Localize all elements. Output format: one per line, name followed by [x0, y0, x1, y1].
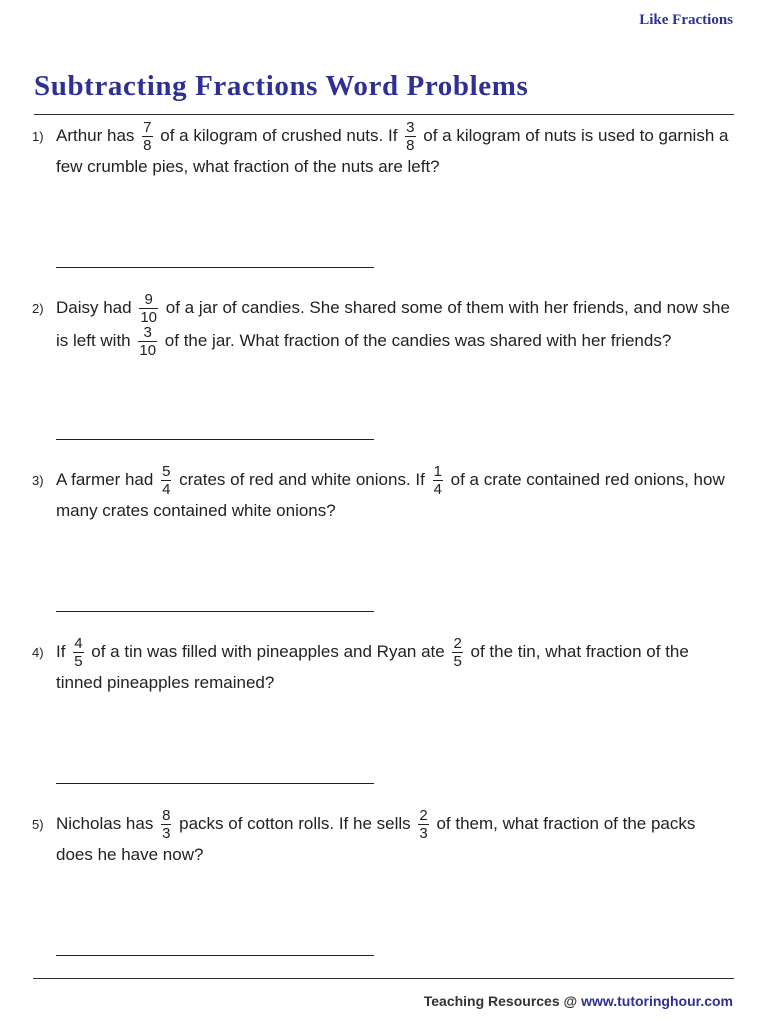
- answer-line[interactable]: [56, 955, 374, 956]
- denominator: 8: [143, 137, 152, 154]
- fraction: [433, 464, 443, 497]
- fraction: [142, 120, 152, 153]
- text-segment: crates of red and white onions. If: [179, 469, 425, 489]
- denominator: 3: [162, 825, 171, 842]
- denominator: 4: [162, 481, 171, 498]
- numerator: 9: [139, 292, 158, 309]
- text-segment: of a kilogram of nuts is used to garnish a few crumble pies, what fraction of the nuts are left?: [56, 125, 729, 176]
- numerator: 2: [419, 807, 428, 824]
- problem-text: [56, 120, 736, 181]
- denominator: 8: [406, 137, 415, 154]
- problem-number: 3): [32, 473, 44, 488]
- denominator: 3: [419, 825, 428, 842]
- denominator: 4: [433, 481, 442, 498]
- fraction: [138, 325, 157, 358]
- text-segment: of the tin, what fraction of the tinned pineapples remained?: [56, 641, 689, 692]
- numerator: 7: [143, 119, 152, 136]
- numerator: 3: [138, 325, 157, 342]
- numerator: 8: [162, 807, 171, 824]
- problem-text: [56, 464, 736, 525]
- answer-line[interactable]: [56, 611, 374, 612]
- footer-site-link[interactable]: www.tutoringhour.com: [581, 993, 733, 1009]
- denominator: 5: [74, 653, 83, 670]
- text-segment: packs of cotton rolls. If he sells: [179, 813, 411, 833]
- text-segment: A farmer had: [56, 469, 154, 489]
- answer-line[interactable]: [56, 267, 374, 268]
- text-segment: of a crate contained red onions, how many crates contained white onions?: [56, 469, 725, 520]
- fraction: [452, 636, 462, 669]
- fraction: [418, 808, 428, 841]
- problem-text: [56, 808, 736, 869]
- numerator: 1: [433, 463, 442, 480]
- text-segment: Arthur has: [56, 125, 135, 145]
- fraction: [139, 292, 158, 325]
- denominator: 10: [139, 342, 157, 359]
- page-title: Subtracting Fractions Word Problems: [34, 70, 529, 102]
- text-segment: Nicholas has: [56, 813, 154, 833]
- footer-divider: [33, 978, 734, 979]
- text-segment: of a kilogram of crushed nuts. If: [160, 125, 398, 145]
- footer-credit: [424, 993, 733, 1009]
- numerator: 2: [453, 635, 462, 652]
- fraction: [73, 636, 83, 669]
- worksheet-tag: Like Fractions: [639, 12, 733, 28]
- numerator: 3: [406, 119, 415, 136]
- problem-number: 4): [32, 645, 44, 660]
- denominator: 10: [140, 309, 158, 326]
- fraction: [161, 808, 171, 841]
- answer-line[interactable]: [56, 439, 374, 440]
- problem-text: [56, 636, 736, 697]
- numerator: 4: [74, 635, 83, 652]
- text-segment: Daisy had: [56, 297, 132, 317]
- problem-number: 2): [32, 301, 44, 316]
- text-segment: If: [56, 641, 66, 661]
- denominator: 5: [453, 653, 462, 670]
- text-segment: of a tin was filled with pineapples and Ryan ate: [91, 641, 445, 661]
- footer-label: Teaching Resources @: [423, 993, 578, 1009]
- fraction: [161, 464, 171, 497]
- numerator: 5: [162, 463, 171, 480]
- problem-number: 5): [32, 817, 44, 832]
- text-segment: of them, what fraction of the packs does he have now?: [56, 813, 696, 864]
- text-segment: of the jar. What fraction of the candies was shared with her friends?: [164, 330, 672, 350]
- title-divider: [34, 114, 734, 115]
- problem-text: [56, 292, 736, 358]
- text-segment: of a jar of candies. She shared some of them with her friends, and now she is left with: [56, 297, 730, 350]
- fraction: [405, 120, 415, 153]
- problem-number: 1): [32, 129, 44, 144]
- answer-line[interactable]: [56, 783, 374, 784]
